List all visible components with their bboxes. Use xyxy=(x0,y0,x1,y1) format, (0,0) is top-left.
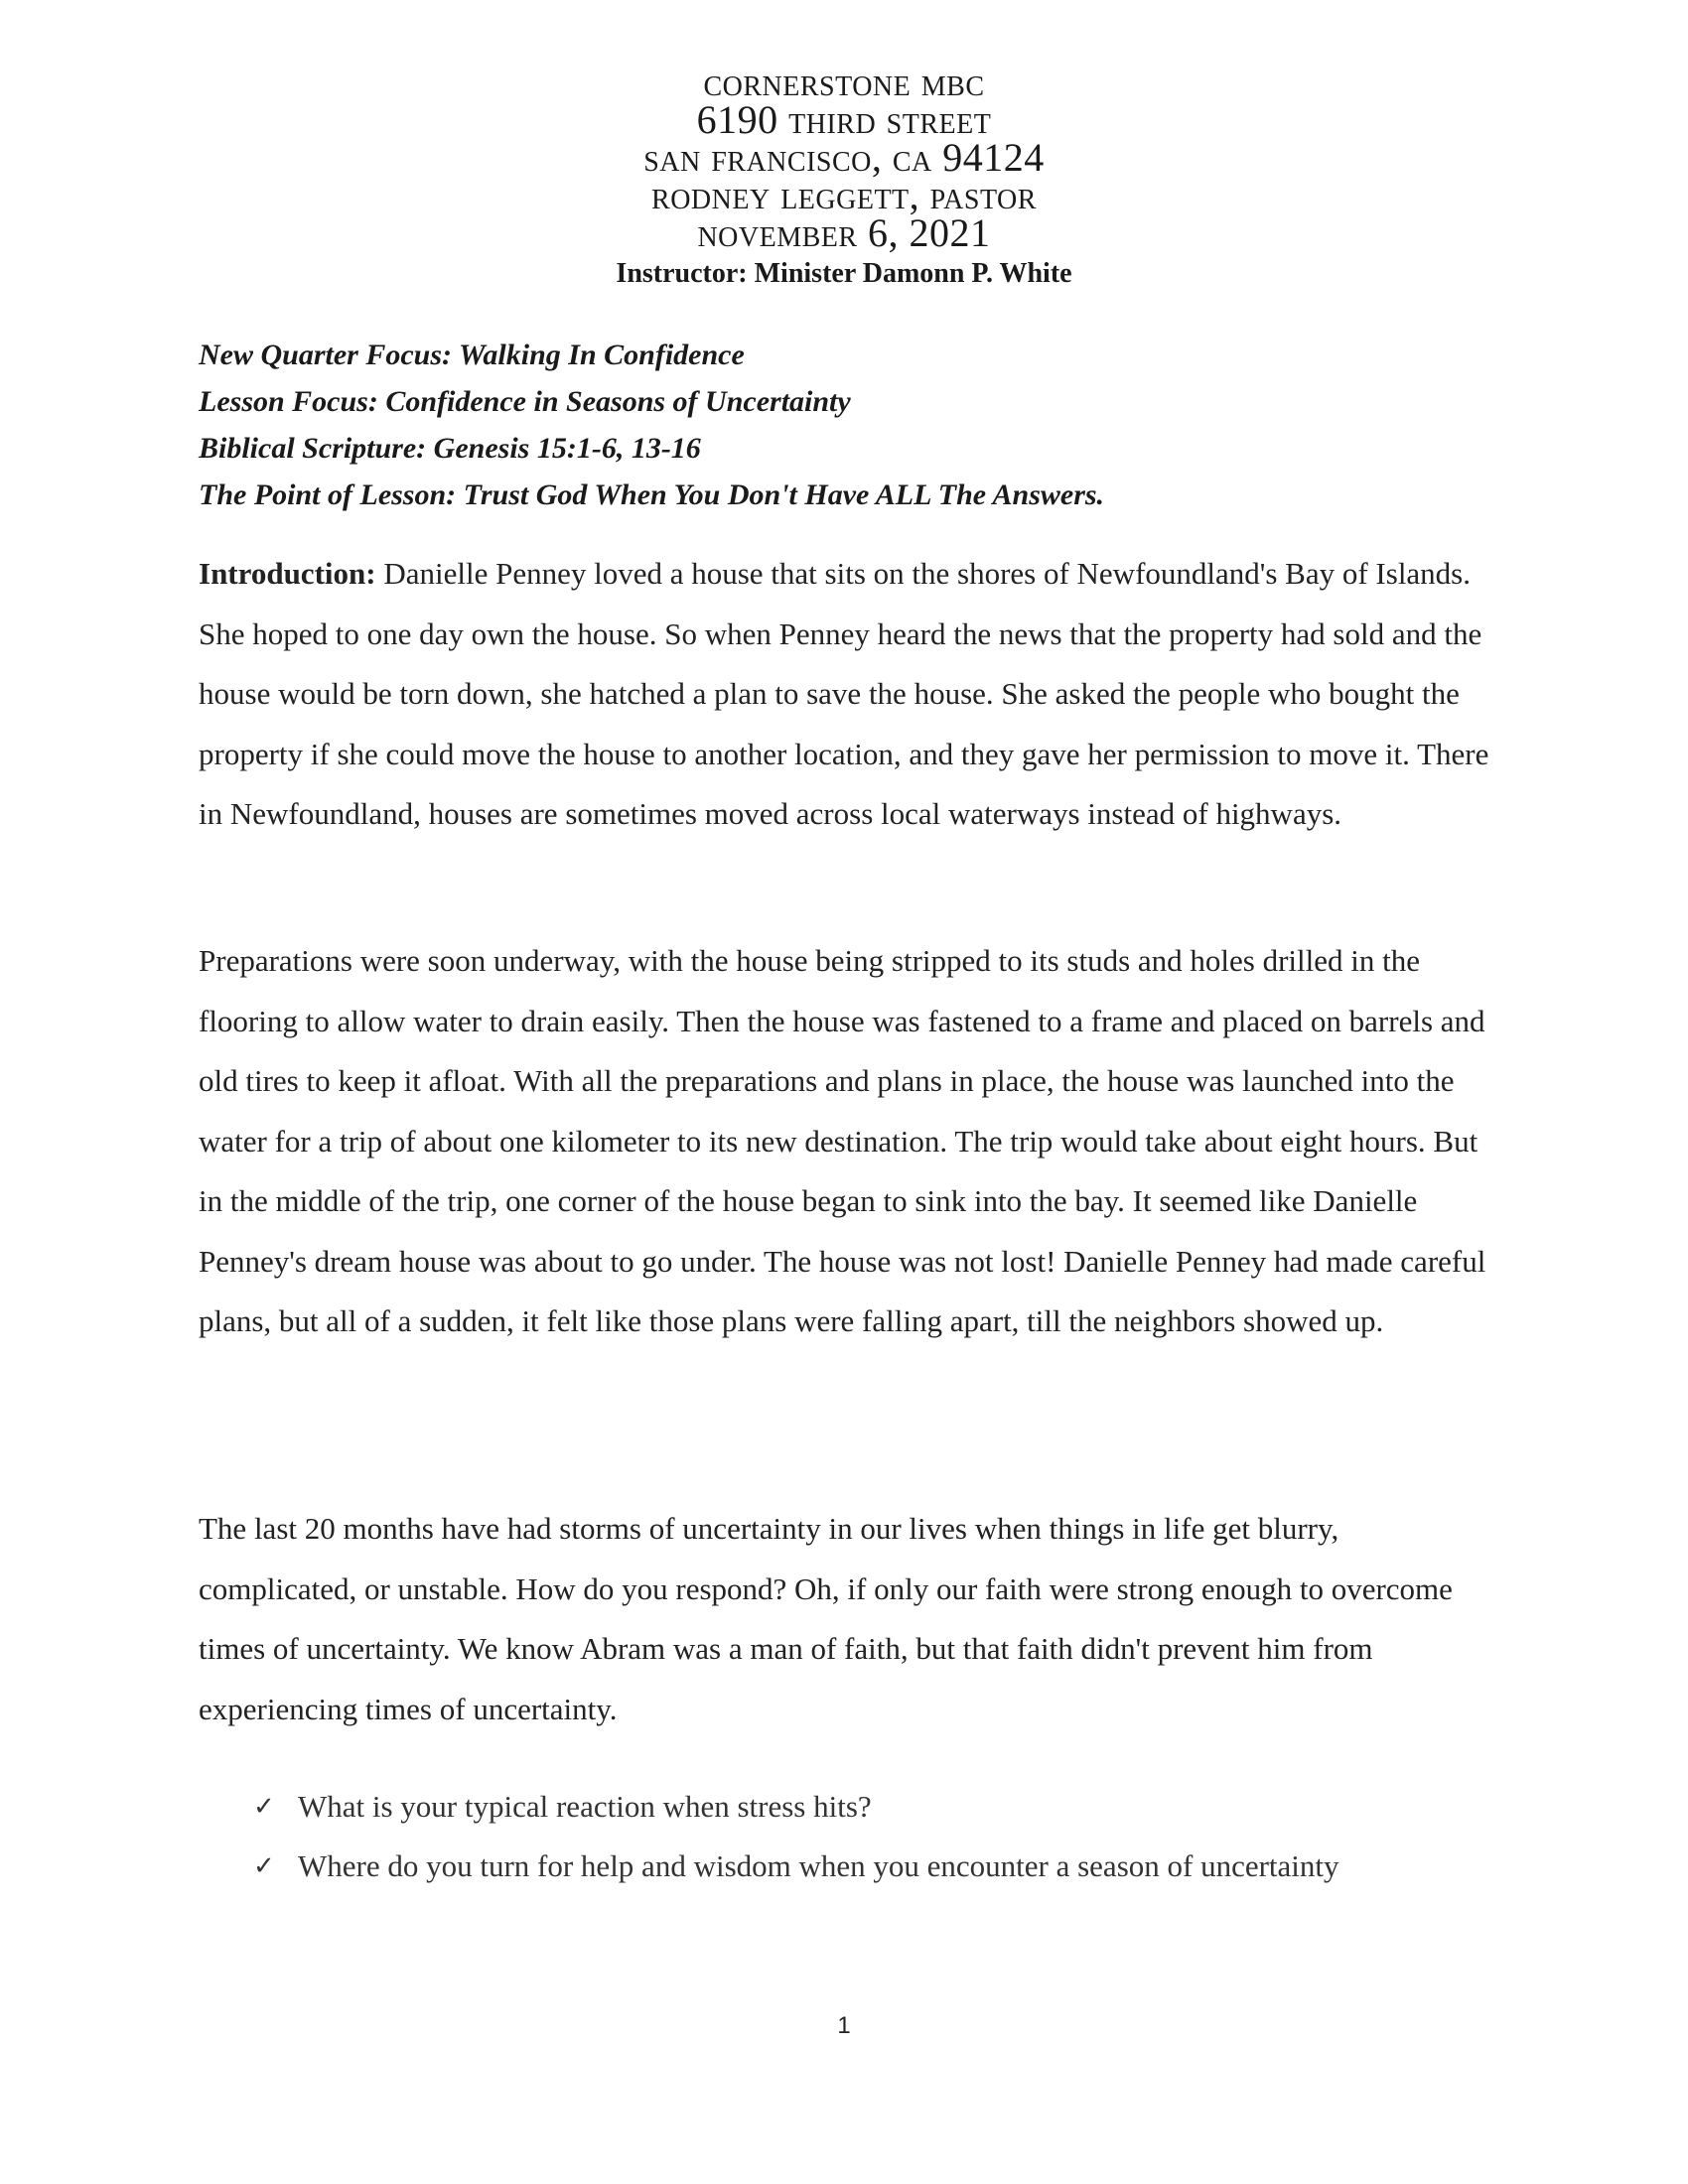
church-city-address: san francisco, ca 94124 xyxy=(643,135,1045,180)
reflection-checklist xyxy=(253,1777,1445,1896)
uncertainty-paragraph: The last 20 months have had storms of uncertainty in our lives when things in life get blurry, complicated, or unstable. How do you respond? Oh, if only our faith were strong enough to overcome times of uncertainty. We know Abram was a man of faith, but that faith didn't prevent him from experiencing times of uncertainty. xyxy=(199,1511,1453,1726)
lesson-focus: Lesson Focus: Confidence in Seasons of Uncertainty xyxy=(199,385,851,418)
introduction-paragraph xyxy=(199,544,1499,845)
checklist-item-text: Where do you turn for help and wisdom when you encounter a season of uncertainty xyxy=(298,1848,1339,1883)
point-of-lesson: The Point of Lesson: Trust God When You Don't Have ALL The Answers. xyxy=(199,478,1105,511)
lesson-focus-block xyxy=(199,332,1489,518)
checklist-item xyxy=(253,1837,1445,1896)
biblical-scripture: Biblical Scripture: Genesis 15:1-6, 13-16 xyxy=(199,432,701,465)
instructor-line: Instructor: Minister Damonn P. White xyxy=(616,258,1072,289)
church-street-address: 6190 third street xyxy=(696,97,992,142)
page-number: 1 xyxy=(837,2012,851,2039)
checkmark-icon: ✓ xyxy=(253,1792,275,1822)
checklist-item xyxy=(253,1777,1445,1837)
preparations-paragraph: Preparations were soon underway, with the house being stripped to its studs and holes drilled in the flooring to allow water to drain easily. Then the house was fastened to a frame and placed on barrels and old tires to keep it afloat. With all the preparations and plans in place, the house was launched into the water for a trip of about one kilometer to its new destination. The trip would take about eight hours. But in the middle of the trip, one corner of the house began to sink into the bay. It seemed like Danielle Penney's dream house was about to go under. The house was not lost! Danielle Penney had made careful plans, but all of a sudden, it felt like those plans were falling apart, till the neighbors showed up. xyxy=(199,943,1486,1338)
lesson-date: november 6, 2021 xyxy=(697,210,991,255)
church-name: cornerstone mbc xyxy=(703,60,985,104)
pastor-name: rodney leggett, pastor xyxy=(651,173,1037,217)
checklist-item-text: What is your typical reaction when stress hits? xyxy=(298,1789,872,1824)
quarter-focus: New Quarter Focus: Walking In Confidence xyxy=(199,339,745,371)
church-header xyxy=(0,60,1688,294)
introduction-text: Danielle Penney loved a house that sits on the shores of Newfoundland's Bay of Islands. She hoped to one day own the house. So when Penney heard the news that the property had sold and the house would be torn down, she hatched a plan to save the house. She asked the people who bought the property if she could move the house to another location, and they gave her permission to move it. There in Newfoundland, houses are sometimes moved across local waterways instead of highways. xyxy=(199,556,1489,831)
introduction-label: Introduction: xyxy=(199,556,376,591)
checkmark-icon: ✓ xyxy=(253,1851,275,1881)
